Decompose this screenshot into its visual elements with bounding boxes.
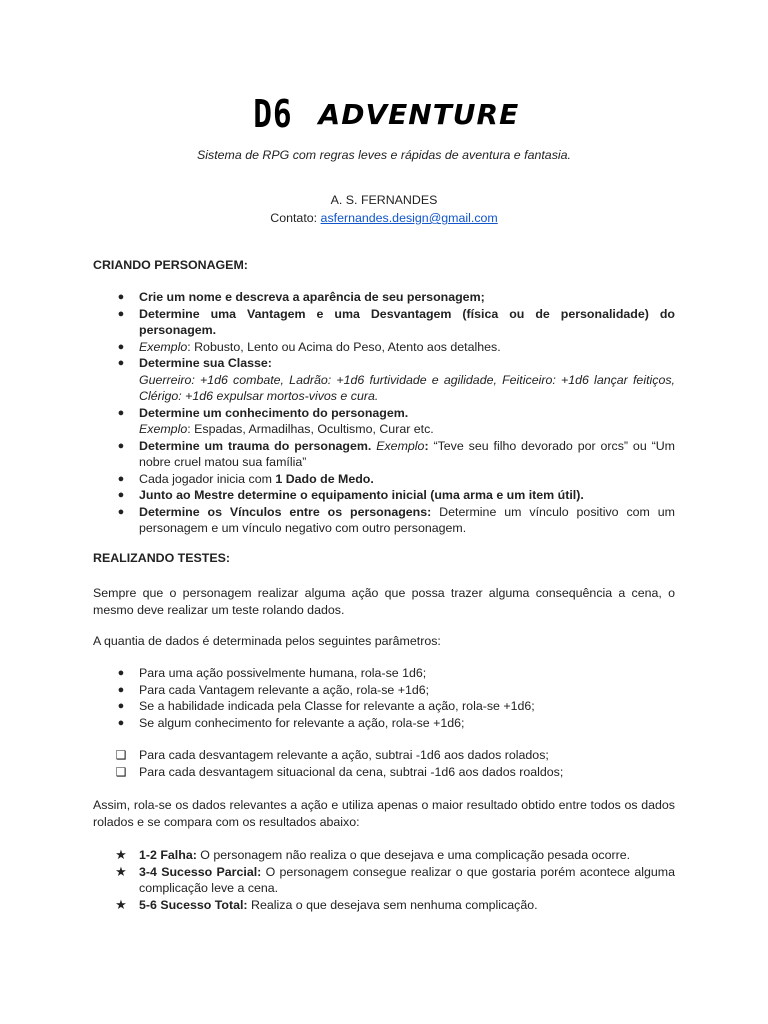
- item-text: Para uma ação possivelmente humana, rola-se 1d6;: [139, 666, 427, 680]
- item-text: :: [424, 438, 429, 453]
- item-text: : Espadas, Armadilhas, Ocultismo, Curar etc.: [187, 422, 434, 436]
- list-item: [93, 698, 675, 715]
- item-text: Se algum conhecimento for relevante a ação, rola-se +1d6;: [139, 715, 465, 730]
- author-name: A. S. FERNANDES: [330, 193, 438, 207]
- item-text: Para cada desvantagem situacional da cena, subtrai -1d6 aos dados roaldos;: [139, 764, 564, 779]
- paragraph: Sempre que o personagem realizar alguma ação que possa trazer alguma consequência a cena, o mesmo deve realizar um teste rolando dados.: [93, 586, 675, 617]
- paragraph: A quantia de dados é determinada pelos seguintes parâmetros:: [93, 634, 441, 648]
- list-item: [93, 864, 675, 897]
- item-text: Se a habilidade indicada pela Classe for relevante a ação, rola-se +1d6;: [139, 699, 535, 713]
- item-text: Para cada Vantagem relevante a ação, rola-se +1d6;: [139, 682, 430, 697]
- item-text: O personagem não realiza o que desejava e uma complicação pesada ocorre.: [196, 848, 631, 862]
- contact-email-link[interactable]: asfernandes.design@gmail.com: [320, 211, 498, 225]
- list-item: [93, 847, 675, 864]
- bullet-icon: ●: [117, 307, 125, 320]
- list-item: [93, 504, 675, 537]
- bullet-icon: ●: [117, 439, 125, 452]
- item-text-italic: Exemplo: [139, 339, 188, 354]
- document-title: [0, 92, 768, 136]
- bullet-icon: ●: [117, 489, 125, 501]
- item-text: Junto ao Mestre determine o equipamento inicial (uma arma e um item útil).: [139, 488, 584, 502]
- checkbox-icon: ❑: [115, 764, 127, 779]
- bullet-icon: ●: [117, 357, 125, 369]
- subtitle: Sistema de RPG com regras leves e rápidas de aventura e fantasia.: [197, 148, 571, 162]
- item-text: 1 Dado de Medo.: [275, 471, 374, 486]
- dice-add-list: [93, 665, 675, 731]
- bullet-icon: ●: [117, 340, 125, 353]
- contact-label: Contato:: [270, 211, 321, 225]
- list-item: [93, 355, 675, 405]
- list-item: [93, 665, 675, 682]
- list-item: [93, 289, 675, 306]
- item-text: Cada jogador inicia com: [139, 471, 276, 486]
- result-label: 5-6 Sucesso Total:: [139, 897, 248, 912]
- item-text: Determine um vínculo positivo com um personagem e um vínculo negativo com outro personagem.: [139, 504, 675, 535]
- contact-line: [0, 211, 768, 225]
- star-icon: ★: [115, 847, 127, 862]
- list-item: [93, 764, 675, 781]
- list-item: [93, 897, 675, 914]
- bullet-icon: ●: [117, 683, 125, 696]
- list-item: [93, 747, 675, 764]
- item-text: Crie um nome e descreva a aparência de seu personagem;: [139, 290, 485, 304]
- list-item: [93, 487, 675, 504]
- item-text: Realiza o que desejava sem nenhuma complicação.: [247, 897, 538, 912]
- item-text: Determine um trauma do personagem.: [139, 438, 372, 453]
- bullet-icon: ●: [117, 406, 125, 419]
- item-text: Determine sua Classe:: [139, 356, 272, 370]
- bullet-icon: ●: [117, 291, 125, 303]
- bullet-icon: ●: [117, 716, 125, 729]
- item-text-italic: Exemplo: [139, 422, 188, 436]
- checkbox-icon: ❑: [115, 748, 127, 762]
- result-label: 1-2 Falha:: [139, 848, 197, 862]
- item-text: Determine uma Vantagem e uma Desvantagem (física ou de personalidade) do personagem.: [139, 306, 675, 337]
- results-list: [93, 847, 675, 913]
- section-heading-criando-personagem: CRIANDO PERSONAGEM:: [93, 258, 248, 272]
- item-text: Para cada desvantagem relevante a ação, subtrai -1d6 aos dados rolados;: [139, 748, 549, 762]
- title-d6: D6: [253, 92, 293, 136]
- bullet-icon: ●: [117, 667, 125, 679]
- list-item: [93, 438, 675, 471]
- bullet-icon: ●: [117, 700, 125, 712]
- star-icon: ★: [115, 863, 127, 879]
- paragraph: Assim, rola-se os dados relevantes a ação e utiliza apenas o maior resultado obtido entre todos os dados rolados e se compara com os resultados abaixo:: [93, 798, 675, 829]
- list-item: [93, 405, 675, 438]
- section-heading-realizando-testes: REALIZANDO TESTES:: [93, 551, 230, 565]
- list-item: [93, 339, 675, 356]
- bullet-icon: ●: [117, 505, 125, 518]
- list-item: [93, 715, 675, 732]
- title-adventure: ADVENTURE: [318, 97, 520, 131]
- item-text: Determine os Vínculos entre os personagens:: [139, 504, 432, 519]
- item-text-italic: Exemplo: [371, 438, 425, 453]
- list-item: [93, 471, 675, 488]
- item-text: Determine um conhecimento do personagem.: [139, 405, 409, 420]
- result-label: 3-4 Sucesso Parcial:: [139, 864, 262, 879]
- class-list-text: Guerreiro: +1d6 combate, Ladrão: +1d6 furtividade e agilidade, Feiticeiro: +1d6 lançar feitiços, Clérigo: +1d6 expulsar mortos-vivos e cura.: [139, 372, 675, 403]
- item-text: “Teve seu filho devorado por orcs” ou “Um nobre cruel matou sua família”: [139, 438, 675, 469]
- item-text: O personagem consegue realizar o que gostaria porém acontece alguma complicação leve a cena.: [139, 864, 675, 895]
- list-item: [93, 682, 675, 699]
- item-text: : Robusto, Lento ou Acima do Peso, Atento aos detalhes.: [187, 339, 501, 354]
- bullet-icon: ●: [117, 472, 125, 485]
- dice-subtract-list: [93, 747, 675, 780]
- list-item: [93, 306, 675, 339]
- star-icon: ★: [115, 896, 127, 912]
- character-creation-list: [93, 289, 675, 537]
